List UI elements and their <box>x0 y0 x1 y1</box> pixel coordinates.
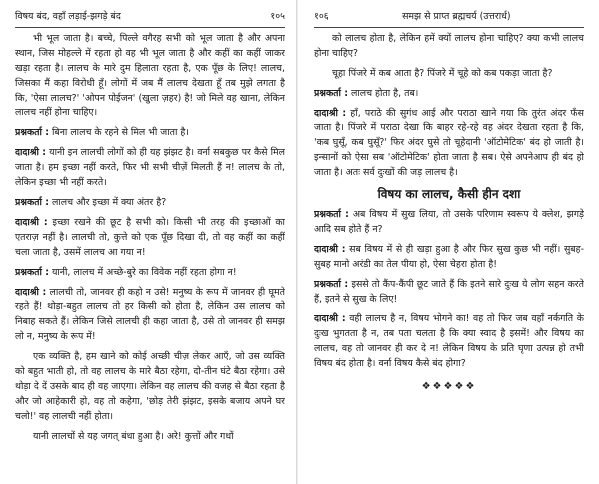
paragraph <box>314 107 584 182</box>
paragraph-text: लालच होता है, तब। <box>350 87 419 99</box>
speaker-label: दादाश्री : <box>314 107 347 119</box>
paragraph-text: यानी लालचों से यह जगत् बंधा हुआ है। अरे! कुत्तों और गधों <box>33 430 234 442</box>
paragraph <box>15 196 285 211</box>
paragraph-text: को लालच होता है, लेकिन हमें क्यों लालच होना चाहिए? क्या कभी लालच होना चाहिए? <box>314 32 584 59</box>
right-header-title: समझ से प्राप्त ब्रह्मचर्य (उत्तरार्ध) <box>402 11 511 22</box>
paragraph-text: भी भूल जाता है। बच्चे, पिल्ले वगैरह सभी को भूल जाता है और अपना स्थान, जिस मोहल्ले में रहता हो वह भी भूल जाता है और कहीं का कहीं जाकर खड़ा रहता है। लालच के मारे दुम हिलाता रहता है, एक पूँछ के लिए! लालच, जिसका मैं कहा विरोधी हूँ। लोगों में जब मैं लालच देखता हूँ तब मुझे लगता है कि, 'ऐसा लालच?' 'ओपन पोईजन' (खुला ज़हर) है! जो मिले वह खाना, लेकिन लालच नहीं होना चाहिए। <box>15 32 285 119</box>
speaker-label: दादाश्री : <box>15 216 48 228</box>
right-page-number: १०६ <box>314 11 329 22</box>
paragraph-text: यानी इन लालची लोगों को ही यह झंझट है। वर्ना सबकुछ पर कैसे मिल जाता है। हम इच्छा नहीं करते, फिर भी सभी चीज़ें मिलती हैं न! लालच के तो, लेकिन इच्छा भी नहीं करते। <box>15 147 285 189</box>
speaker-label: प्रश्नकर्ता : <box>15 196 49 208</box>
paragraph <box>314 243 584 273</box>
paragraph <box>15 32 285 121</box>
paragraph-text: सब विषय में से ही खड़ा हुआ है और फिर सुख कुछ भी नहीं। सुबह-सुबह मानो अरंडी का तेल पीया हो, ऐसा चेहरा होता है! <box>314 243 584 270</box>
speaker-label: प्रश्नकर्ता : <box>314 278 349 290</box>
paragraph-text: वही लालच है न, विषय भोगने का! वह तो फिर जब वहाँ नर्कगति के दुःख भुगतता है न, तब पता चलता है कि क्या स्वाद है इसमें! और विषय का लालच, वह तो जानवर ही कर दे न! लेकिन विषय के प्रति घृणा उत्पन्न हो तभी विषय बंद होता है। वर्ना विषय कैसे बंद होगा? <box>314 313 584 370</box>
paragraph-text: इच्छा रखने की छूट है सभी को। किसी भी तरह की इच्छाओं का एतराज़ नहीं है। लालची तो, कुत्ते को एक पूँछ दिखा दी, तो वह कहीं का कहीं चला जाता है, उसमें लालच आ गया न! <box>15 216 285 258</box>
paragraph-text: लालच और इच्छा में क्या अंतर है? <box>51 196 167 208</box>
speaker-label: दादाश्री : <box>15 147 47 159</box>
left-page <box>15 10 285 476</box>
paragraph <box>15 146 285 191</box>
paragraph <box>15 126 285 141</box>
paragraph <box>314 208 584 238</box>
book-gutter <box>296 0 298 484</box>
paragraph <box>15 266 285 281</box>
paragraph-text: चूहा पिंजरे में कब आता है? पिंजरे में चूहे को कब पकड़ा जाता है? <box>332 67 553 79</box>
paragraph <box>314 32 584 62</box>
right-page-header <box>314 10 584 28</box>
paragraph <box>314 67 584 82</box>
left-page-header <box>15 10 285 28</box>
speaker-label: प्रश्नकर्ता : <box>15 127 49 139</box>
paragraph-text: इससे तो कैंप-कैंपी छूट जाते हैं कि इतने सारे दुःख ये लोग सहन करते हैं, इतने से सुख के लिए! <box>314 278 584 305</box>
left-header-title: विषय बंद, वहाँ लड़ाई-झगड़े बंद <box>15 11 121 22</box>
right-page-body-after <box>314 208 584 372</box>
paragraph <box>15 286 285 346</box>
speaker-label: दादाश्री : <box>314 313 346 325</box>
paragraph-text: अब विषय में सुख लिया, तो उसके परिणाम स्वरूप ये क्लेश, झगड़े आदि सब होते हैं न? <box>314 208 584 235</box>
paragraph <box>314 278 584 308</box>
speaker-label: प्रश्नकर्ता : <box>314 208 349 220</box>
paragraph-text: बिना लालच के रहने से मिल भी जाता है। <box>51 127 189 139</box>
speaker-label: प्रश्नकर्ता : <box>314 87 348 99</box>
speaker-label: दादाश्री : <box>15 286 47 298</box>
left-page-number: १०५ <box>270 11 285 22</box>
paragraph <box>15 430 285 445</box>
right-page <box>314 10 584 476</box>
left-page-body <box>15 32 285 445</box>
speaker-label: प्रश्नकर्ता : <box>15 266 49 278</box>
paragraph-text: हाँ, पराठे की सुगंध आई और पराठा खाने गया कि तुरंत अंदर फँस जाता है। पिंजरे में पराठा देखा कि बाहर रहे-रहे वह अंदर देखता रहता है कि, 'कब घुसूँ, कब घुसूँ?' फिर अंदर घुसे तो चूहेदानी 'ऑटोमेटिक' बंद हो जाती है। इन्सानों को ऐसा सब 'ऑटोमेटिक' होता जाता है सब। ऐसे अपनेआप ही बंद हो जाता है। अतः सर्व दुःखों की जड़ लालच है। <box>314 107 584 179</box>
right-page-body <box>314 32 584 181</box>
paragraph <box>314 312 584 372</box>
paragraph-text: एक व्यक्ति है, हम खाने को कोई अच्छी चीज़ लेकर आएँ, जो उस व्यक्ति को बहुत भाती हो, तो वह लालच के मारे बैठा रहेगा, दो-तीन घंटे बैठा रहेगा। उसे थोड़ा दे दें उसके बाद ही वह जाएगा। लेकिन वह लालच की वजह से बैठा रहता है और जो आहेकारी हो, वह तो कहेगा, 'छोड़ तेरी झंझट, इसके बजाय अपने घर चलो!' वह लालची नहीं होता। <box>15 351 285 422</box>
paragraph <box>15 350 285 425</box>
ornament-divider: ❖❖❖❖❖ <box>421 381 477 393</box>
paragraph <box>314 87 584 102</box>
paragraph-text: लालची तो, जानवर ही कहो न उसे! मनुष्य के रूप में जानवर ही घूमते रहते हैं! थोड़ा-बहुत लालच तो हर किसी को होता है, लेकिन उस लालच को निबाह सकते हैं। लेकिन जिसे लालची ही कहा जाता है, उसे तो जानवर ही समझ लो न, मनुष्य के रूप में! <box>15 286 285 343</box>
paragraph <box>15 216 285 261</box>
paragraph-text: यानी, लालच में अच्छे-बुरे का विवेक नहीं रहता होगा न! <box>51 266 237 278</box>
section-heading: विषय का लालच, कैसी हीन दशा <box>377 187 521 202</box>
speaker-label: दादाश्री : <box>314 243 346 255</box>
